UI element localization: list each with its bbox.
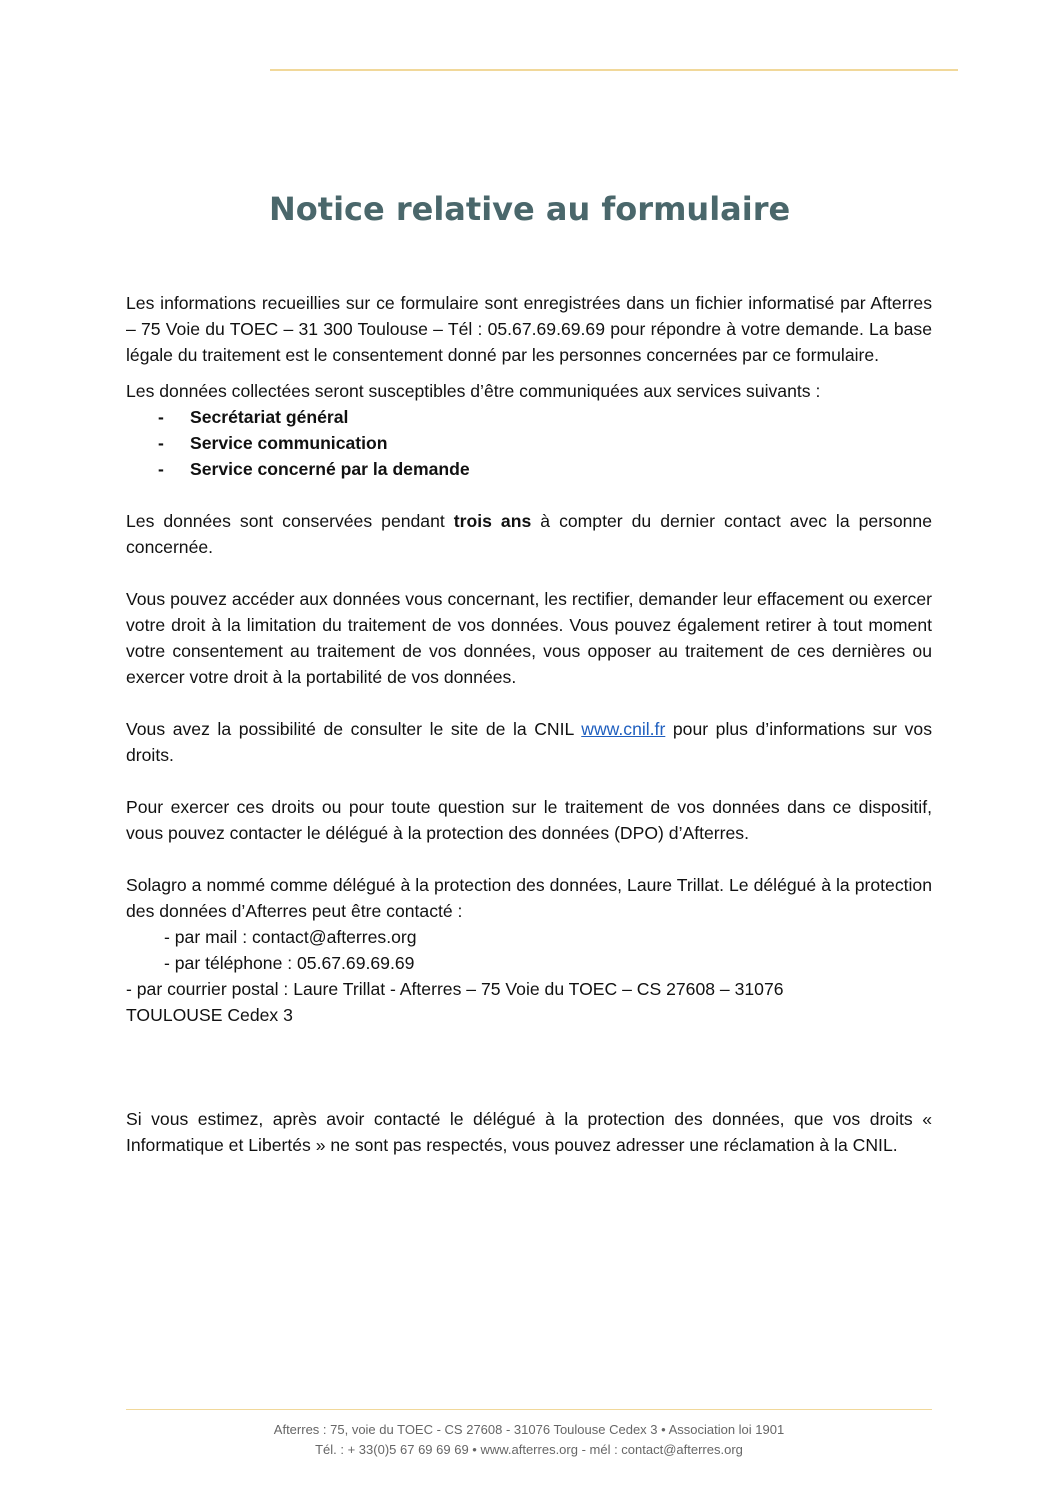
services-intro: Les données collectées seront susceptibles d’être communiquées aux services suivants :	[126, 381, 821, 401]
page-title: Notice relative au formulaire	[269, 190, 791, 228]
header-rule	[270, 69, 958, 71]
cnil-paragraph	[126, 716, 932, 768]
complaint-paragraph: Si vous estimez, après avoir contacté le délégué à la protection des données, que vos droits « Informatique et Libertés » ne sont pas respectés, vous pouvez adresser une réclamation à la CNIL.	[126, 1109, 932, 1155]
cnil-link[interactable]: www.cnil.fr	[581, 719, 666, 739]
list-item	[126, 430, 932, 456]
document-body	[126, 290, 932, 1158]
cnil-text: Vous avez la possibilité de consulter le site de la CNIL	[126, 719, 582, 739]
cnil-text-end: pour plus d’informations sur vos droits.	[126, 719, 932, 765]
dash-bullet: -	[158, 407, 164, 427]
service-label: Service communication	[190, 433, 388, 453]
dpo-named-paragraph: Solagro a nommé comme délégué à la protection des données, Laure Trillat. Le délégué à la protection des données d’Afterres peut être contacté :	[126, 875, 932, 921]
postal-address: - par courrier postal : Laure Trillat - Afterres – 75 Voie du TOEC – CS 27608 – 31076 TOULOUSE Cedex 3	[126, 979, 784, 1025]
service-label: Service concerné par la demande	[190, 459, 470, 479]
services-list	[126, 404, 932, 482]
service-label: Secrétariat général	[190, 407, 349, 427]
footer-rule	[126, 1409, 932, 1410]
list-item	[126, 404, 932, 430]
dash-bullet: -	[158, 459, 164, 479]
intro-paragraph: Les informations recueillies sur ce formulaire sont enregistrées dans un fichier informatisé par Afterres – 75 Voie du TOEC – 31 300 Toulouse – Tél : 05.67.69.69.69 pour répondre à votre demande. La base légale du traitement est le consentement donné par les personnes concernées par ce formulaire.	[126, 293, 932, 365]
footer-contact: Tél. : + 33(0)5 67 69 69 69 • www.afterres.org - mél : contact@afterres.org	[315, 1442, 743, 1457]
list-item: - par mail : contact@afterres.org	[164, 927, 417, 947]
footer-address: Afterres : 75, voie du TOEC - CS 27608 - 31076 Toulouse Cedex 3 • Association loi 1901	[273, 1422, 785, 1437]
retention-text: Les données sont conservées pendant	[126, 511, 454, 531]
retention-duration: trois ans	[453, 511, 532, 531]
retention-text-end: à compter du dernier contact avec la personne concernée.	[126, 511, 932, 557]
list-item: - par téléphone : 05.67.69.69.69	[164, 953, 415, 973]
rights-paragraph: Vous pouvez accéder aux données vous concernant, les rectifier, demander leur effacement ou exercer votre droit à la limitation du traitement de vos données. Vous pouvez également retirer à tout moment votre consentement au traitement de vos données, vous opposer au traitement de ces dernières ou exercer votre droit à la portabilité de vos données.	[126, 589, 932, 687]
retention-paragraph	[126, 508, 932, 560]
list-item	[126, 456, 932, 482]
contact-methods-list	[126, 924, 932, 976]
dpo-paragraph: Pour exercer ces droits ou pour toute question sur le traitement de vos données dans ce dispositif, vous pouvez contacter le délégué à la protection des données (DPO) d’Afterres.	[126, 797, 932, 843]
dash-bullet: -	[158, 433, 164, 453]
page-footer	[126, 1420, 932, 1460]
